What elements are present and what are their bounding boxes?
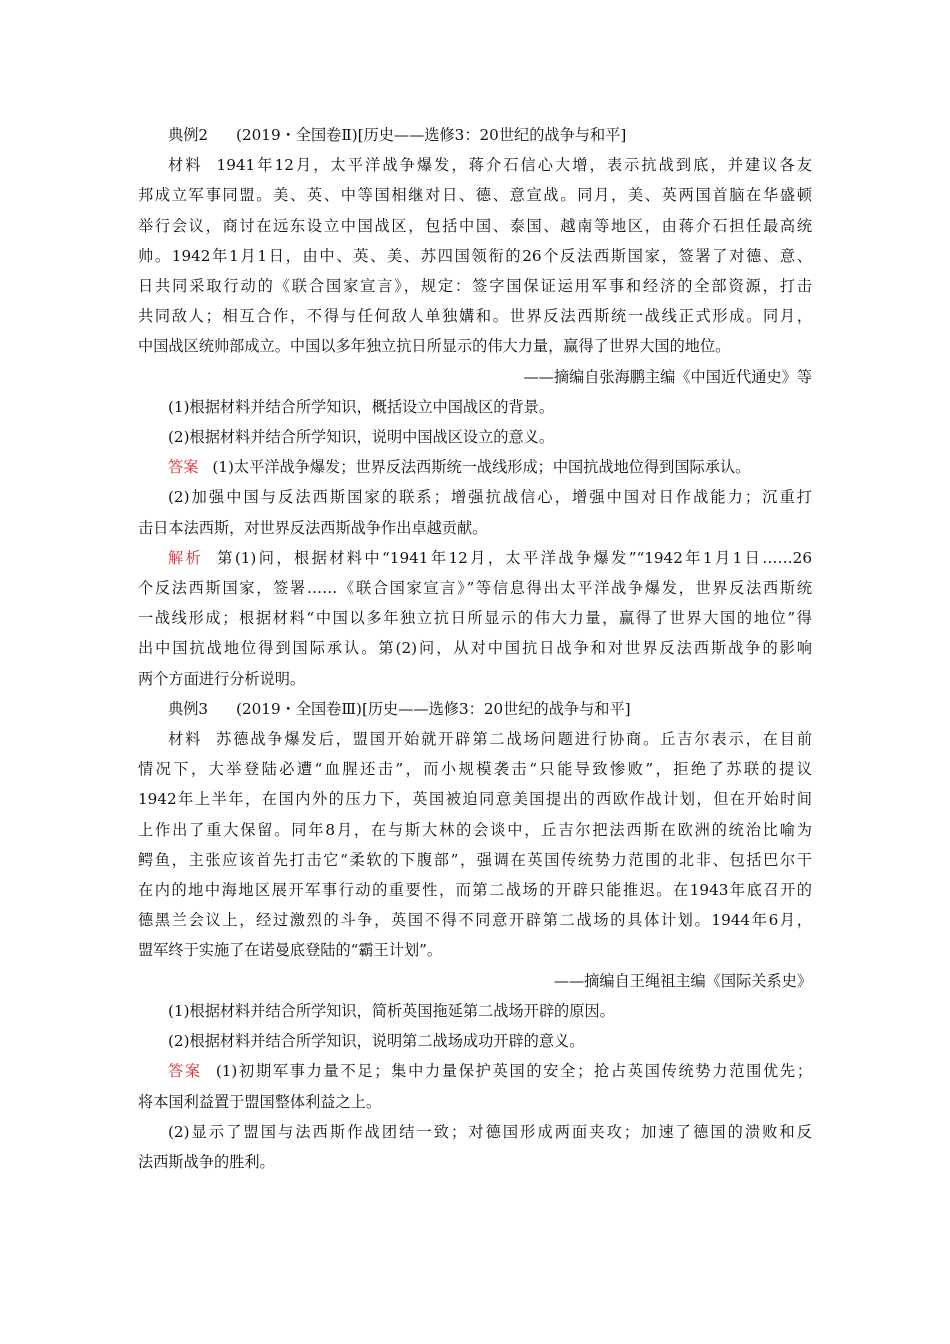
question: (2)根据材料并结合所学知识，说明第二战场成功开辟的意义。 <box>168 1032 585 1051</box>
question: (1)根据材料并结合所学知识，概括设立中国战区的背景。 <box>168 397 555 416</box>
material-line: 共同敌人；相互合作，不得与任何敌人单独媾和。世界反法西斯统一战线正式形成。同月， <box>138 307 812 326</box>
material-label: 材料 <box>168 156 203 175</box>
material-label: 材料 <box>168 730 203 749</box>
material-line: 情况下，大举登陆必遭“血腥还击”，而小规模袭击“只能导致惨败”，拒绝了苏联的提议 <box>138 760 812 779</box>
analysis-label: 解析 <box>168 548 204 567</box>
example-label: 典例2 <box>168 126 209 144</box>
example-label: 典例3 <box>168 699 209 718</box>
question: (2)根据材料并结合所学知识，说明中国战区设立的意义。 <box>168 428 555 447</box>
citation: ——摘编自王绳祖主编《国际关系史》 <box>553 971 812 990</box>
material-line: 在内的地中海地区展开军事行动的重要性，而第二战场的开辟只能推迟。在1943年底召开的 <box>138 881 812 900</box>
example-3-header <box>138 694 812 724</box>
answer-label: 答案 <box>168 1062 202 1081</box>
material-line: 邦成立军事同盟。美、英、中等国相继对日、德、意宣战。同月，美、英两国首脑在华盛顿 <box>138 186 812 205</box>
material-line: 中国战区统帅部成立。中国以多年独立抗日所显示的伟大力量，赢得了世界大国的地位。 <box>138 337 731 356</box>
material-line: 举行会议，商讨在远东设立中国战区，包括中国、泰国、越南等地区，由蒋介石担任最高统 <box>138 216 812 235</box>
answer-label: 答案 <box>168 458 199 477</box>
document-page <box>138 120 812 1177</box>
analysis-line: 一战线形成；根据材料“中国以多年独立抗日所显示的伟大力量，赢得了世界大国的地位”得 <box>138 609 812 628</box>
material-line: 日共同采取行动的《联合国家宣言》，规定：签字国保证运用军事和经济的全部资源，打击 <box>138 277 812 296</box>
material-line: 德黑兰会议上，经过激烈的斗争，英国不得不同意开辟第二战场的具体计划。1944年6月， <box>138 911 812 930</box>
citation: ——摘编自张海鹏主编《中国近代通史》等 <box>523 367 812 386</box>
analysis-line: 出中国抗战地位得到国际承认。第(2)问，从对中国抗日战争和对世界反法西斯战争的影响 <box>138 639 812 658</box>
analysis-line: 解析 第(1)问，根据材料中“1941年12月，太平洋战争爆发”“1942年1月1日……26 <box>168 548 812 567</box>
analysis-line: 个反法西斯国家，签署……《联合国家宣言》”等信息得出太平洋战争爆发，世界反法西斯统 <box>138 579 812 598</box>
analysis-line: 两个方面进行分析说明。 <box>138 669 306 688</box>
material-line: 帅。1942年1月1日，由中、英、美、苏四国领衔的26个反法西斯国家，签署了对德、意、 <box>138 246 812 265</box>
answer-line: (2)加强中国与反法西斯国家的联系；增强抗战信心，增强中国对日作战能力；沉重打 <box>168 488 812 507</box>
example-source: (2019・全国卷Ⅱ)[历史——选修3：20世纪的战争与和平] <box>236 126 627 144</box>
material-line: 材料 1941年12月，太平洋战争爆发，蒋介石信心大增，表示抗战到底，并建议各友 <box>168 156 812 175</box>
answer-line: 将本国利益置于盟国整体利益之上。 <box>138 1092 381 1111</box>
example-source: (2019・全国卷Ⅲ)[历史——选修3：20世纪的战争与和平] <box>236 699 631 718</box>
answer-line: (2)显示了盟国与法西斯作战团结一致；对德国形成两面夹攻；加速了德国的溃败和反 <box>168 1122 812 1141</box>
material-line: 材料 苏德战争爆发后，盟国开始就开辟第二战场问题进行协商。丘吉尔表示，在目前 <box>168 730 812 749</box>
answer-line: 答案 (1)太平洋战争爆发；世界反法西斯统一战线形成；中国抗战地位得到国际承认。 <box>168 458 751 477</box>
material-line: 上作出了重大保留。同年8月，在与斯大林的会谈中，丘吉尔把法西斯在欧洲的统治比喻为 <box>138 820 812 839</box>
question: (1)根据材料并结合所学知识，简析英国拖延第二战场开辟的原因。 <box>168 1001 615 1020</box>
material-line: 1942年上半年，在国内外的压力下，英国被迫同意美国提出的西欧作战计划，但在开始时间 <box>138 790 812 809</box>
material-line: 鳄鱼，主张应该首先打击它“柔软的下腹部”，强调在英国传统势力范围的北非、包括巴尔干 <box>138 850 812 869</box>
answer-line: 答案 (1)初期军事力量不足；集中力量保护英国的安全；抢占英国传统势力范围优先； <box>168 1062 813 1081</box>
answer-line: 法西斯战争的胜利。 <box>138 1152 275 1171</box>
material-line: 盟军终于实施了在诺曼底登陆的“霸王计划”。 <box>138 941 443 960</box>
answer-line: 击日本法西斯，对世界反法西斯战争作出卓越贡献。 <box>138 518 488 537</box>
example-2-header <box>138 120 812 150</box>
